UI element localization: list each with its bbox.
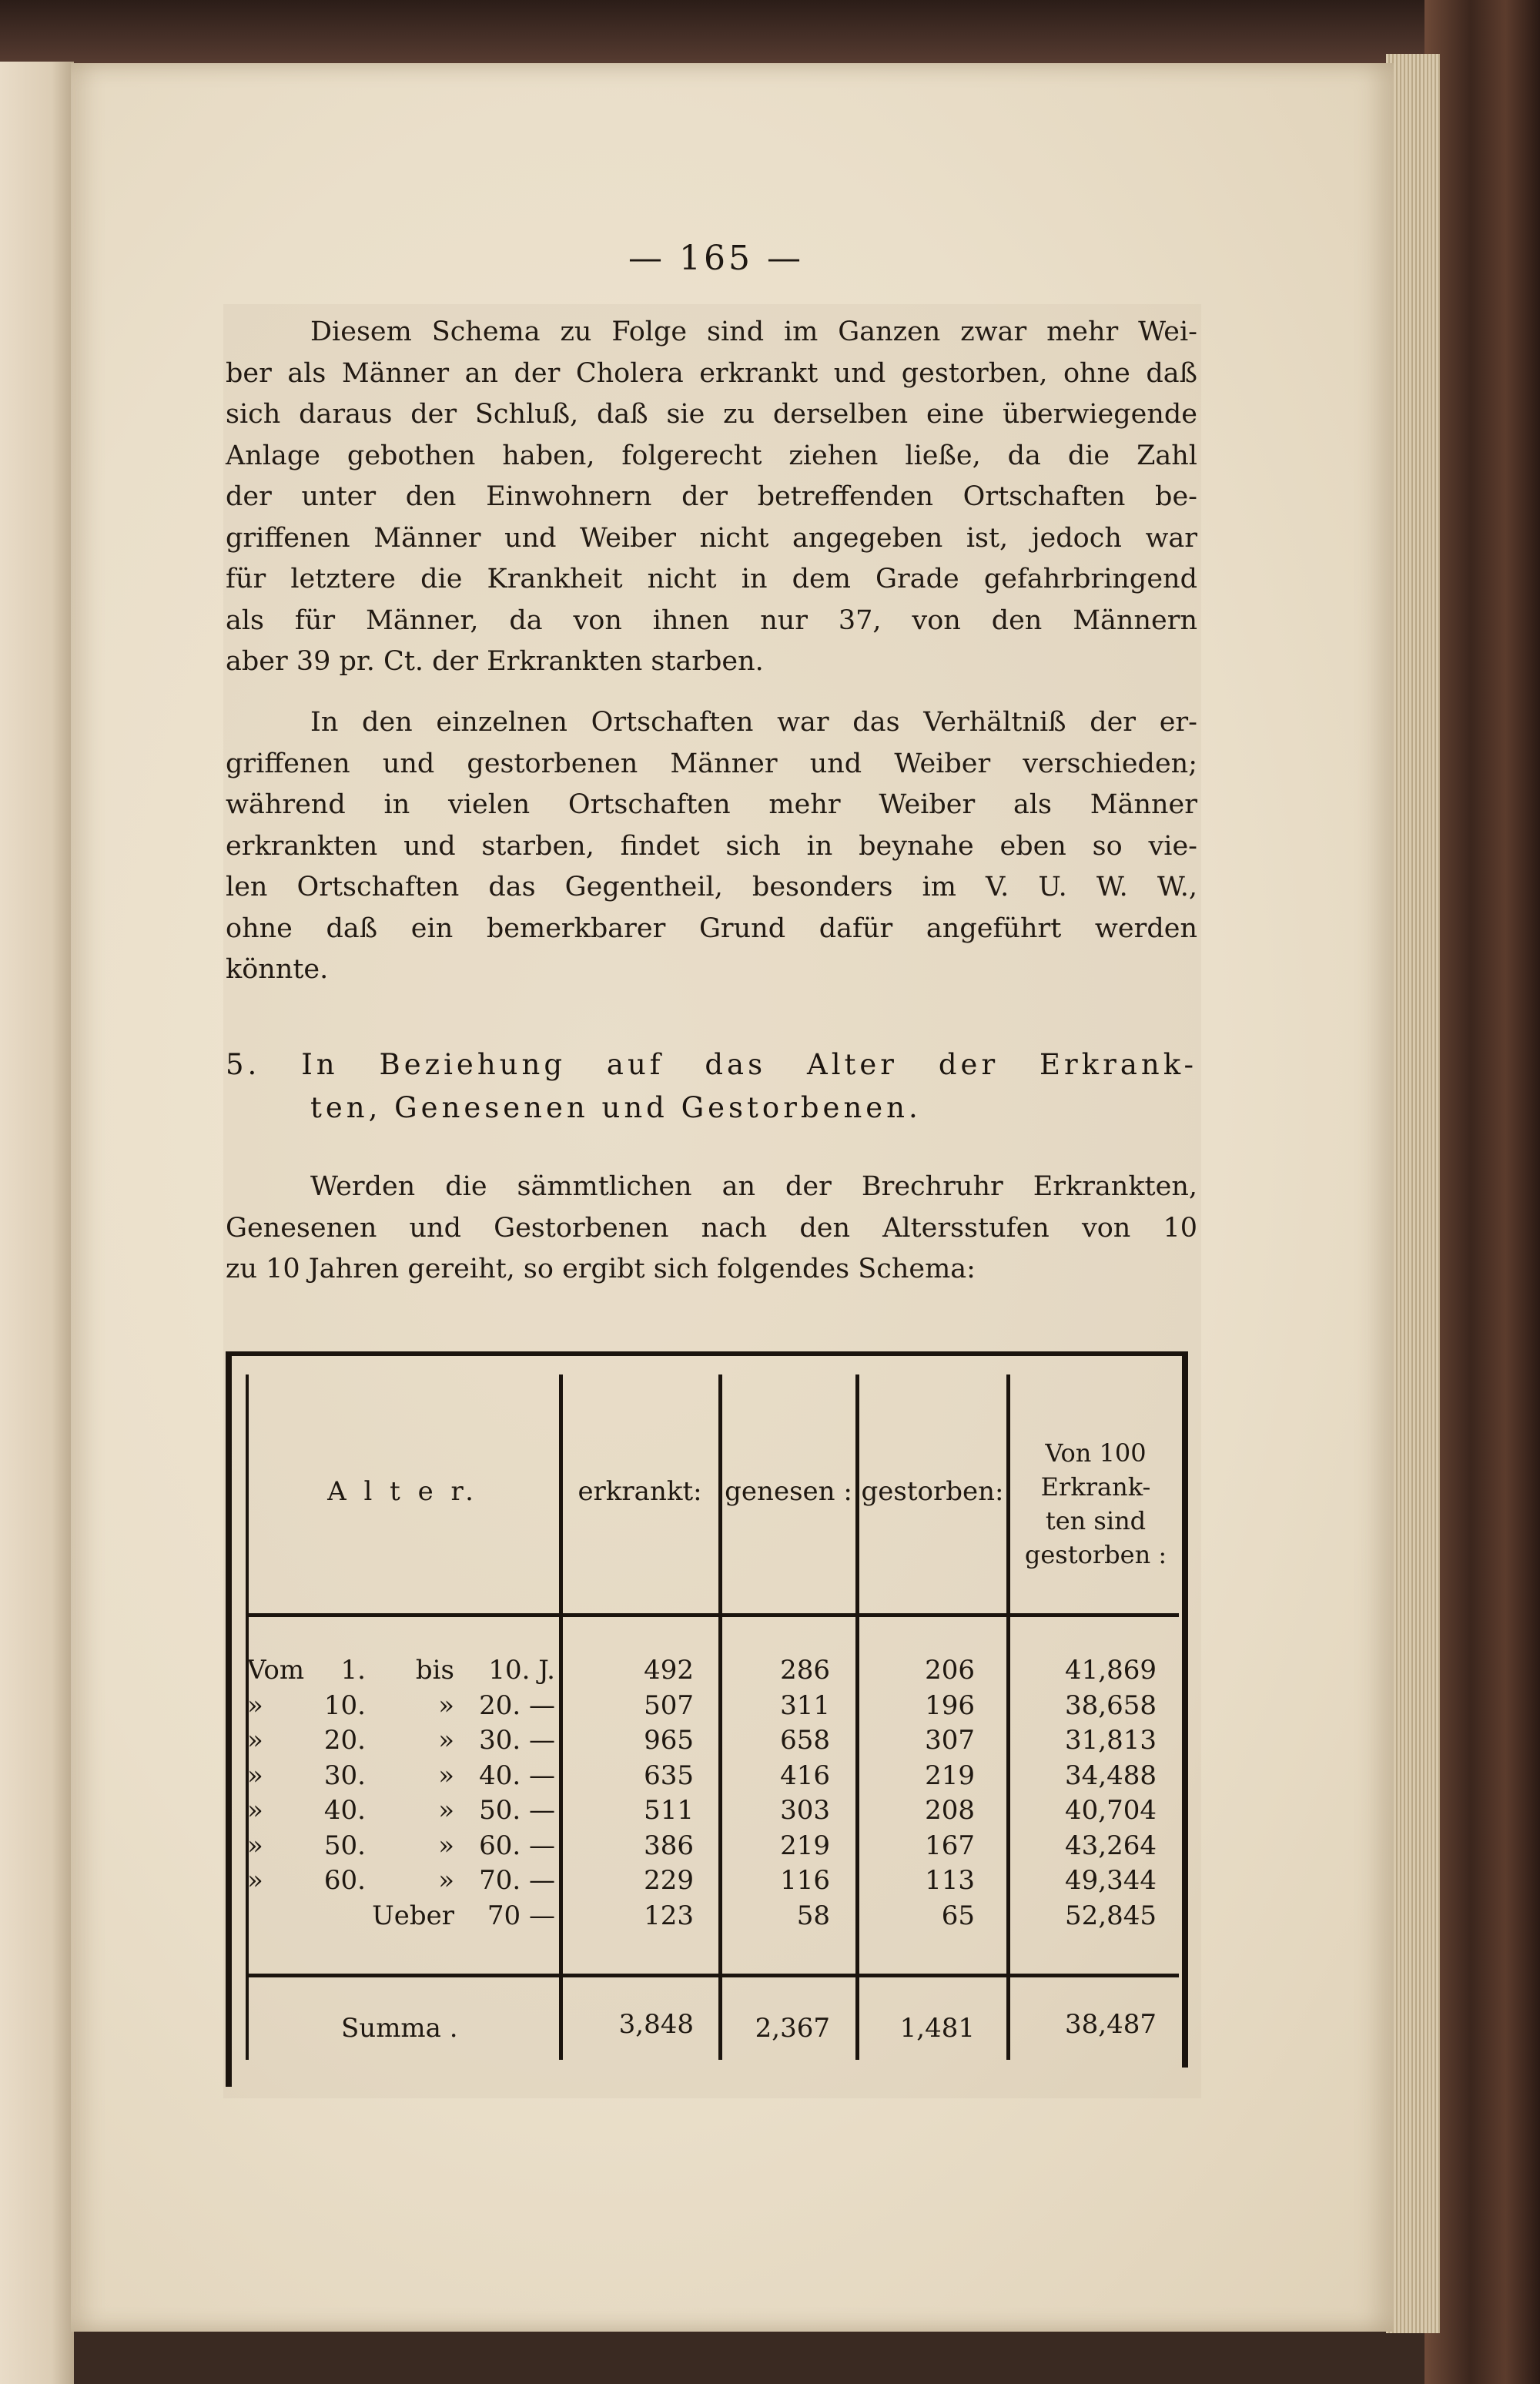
total-sick: 3,848 <box>618 2009 694 2040</box>
age-to: 70. — <box>479 1865 555 1896</box>
paragraph2-line: griffenen und gestorbenen Männer und Weiber verschieden; <box>226 748 1197 779</box>
age-prefix: » <box>247 1830 263 1861</box>
facing-page-edge <box>0 62 74 2384</box>
age-table <box>226 1351 1188 2087</box>
header-divider <box>249 1613 1179 1617</box>
age-from: 10. <box>323 1689 366 1721</box>
section-heading <box>226 1043 1197 1130</box>
total-pct: 38,487 <box>1065 2009 1157 2040</box>
header-pct-line-3: ten sind <box>1045 1506 1147 1535</box>
paragraph3-line: zu 10 Jahren gereiht, so ergibt sich folgendes Schema: <box>226 1254 976 1284</box>
age-prefix: » <box>247 1725 263 1756</box>
age-to: 10. J. <box>488 1655 555 1686</box>
value-recovered: 58 <box>796 1900 830 1931</box>
value-died: 196 <box>925 1689 975 1721</box>
value-recovered: 658 <box>780 1725 830 1756</box>
value-died: 307 <box>925 1725 975 1756</box>
paragraph1-line: Diesem Schema zu Folge sind im Ganzen zwar mehr Wei- <box>310 316 1197 347</box>
paragraph3-line: Genesenen und Gestorbenen nach den Altersstufen von 10 <box>226 1212 1197 1244</box>
header-died: gestorben: <box>861 1476 1004 1507</box>
value-died: 208 <box>925 1795 975 1826</box>
paragraph1-line: der unter den Einwohnern der betreffenden Ortschaften be- <box>226 481 1197 512</box>
paragraph-3 <box>226 1167 1197 1291</box>
paragraph3-line: Werden die sämmtlichen an der Brechruhr Erkrankten, <box>310 1171 1197 1202</box>
age-conj: » <box>438 1830 454 1861</box>
heading-line: ten, Genesenen und Gestorbenen. <box>310 1091 922 1124</box>
age-conj: » <box>438 1865 454 1896</box>
value-pct: 49,344 <box>1065 1865 1157 1896</box>
header-pct <box>1010 1436 1181 1572</box>
paragraph-2 <box>226 702 1197 991</box>
age-to: 30. — <box>479 1725 555 1756</box>
paragraph2-line: während in vielen Ortschaften mehr Weiber als Männer <box>226 789 1197 820</box>
value-pct: 38,658 <box>1065 1689 1157 1721</box>
value-recovered: 303 <box>780 1795 830 1826</box>
age-prefix: » <box>247 1689 263 1721</box>
book-cover-top <box>0 0 1540 69</box>
age-prefix: » <box>247 1795 263 1826</box>
header-pct-line-2: Erkrank- <box>1040 1472 1151 1502</box>
paragraph2-line: erkrankten und starben, findet sich in beynahe eben so vie- <box>226 830 1197 862</box>
value-recovered: 219 <box>780 1830 830 1861</box>
value-recovered: 416 <box>780 1760 830 1791</box>
total-label: Summa . <box>341 2013 458 2044</box>
header-age: A l t e r. <box>327 1476 478 1507</box>
value-sick: 511 <box>644 1795 694 1826</box>
age-from: 60. <box>323 1865 366 1896</box>
age-conj: bis <box>415 1655 454 1686</box>
value-sick: 229 <box>644 1865 694 1896</box>
value-sick: 492 <box>644 1655 694 1686</box>
value-recovered: 311 <box>780 1689 830 1721</box>
age-conj: » <box>438 1795 454 1826</box>
age-conj: Ueber <box>372 1900 454 1931</box>
value-pct: 31,813 <box>1065 1725 1157 1756</box>
total-divider <box>249 1974 1179 1977</box>
table-frame-right <box>1182 1351 1188 2068</box>
paragraph1-line: für letztere die Krankheit nicht in dem Grade gefahrbringend <box>226 564 1197 594</box>
value-died: 113 <box>925 1865 975 1896</box>
value-died: 206 <box>925 1655 975 1686</box>
value-sick: 507 <box>644 1689 694 1721</box>
age-to: 50. — <box>479 1795 555 1826</box>
paragraph1-line: Anlage gebothen haben, folgerecht ziehen ließe, da die Zahl <box>226 440 1197 471</box>
age-from: 40. <box>323 1795 366 1826</box>
table-frame-top <box>226 1351 1188 1356</box>
page-number: — 165 — <box>628 239 804 278</box>
header-recovered: genesen : <box>725 1476 852 1507</box>
header-pct-line-4: gestorben : <box>1024 1540 1167 1569</box>
total-recovered: 2,367 <box>755 2013 830 2044</box>
paragraph1-line: aber 39 pr. Ct. der Erkrankten starben. <box>226 646 764 677</box>
header-sick: erkrankt: <box>578 1476 702 1507</box>
value-sick: 123 <box>644 1900 694 1931</box>
age-from: 1. <box>340 1655 366 1686</box>
age-to: 70 — <box>487 1900 555 1931</box>
value-died: 219 <box>925 1760 975 1791</box>
paragraph-1 <box>226 312 1197 683</box>
total-died: 1,481 <box>899 2013 975 2044</box>
value-died: 167 <box>925 1830 975 1861</box>
paragraph1-line: sich daraus der Schluß, daß sie zu derselben eine überwiegende <box>226 399 1197 430</box>
age-to: 20. — <box>479 1689 555 1721</box>
value-pct: 43,264 <box>1065 1830 1157 1861</box>
age-from: 30. <box>323 1760 366 1791</box>
age-from: 50. <box>323 1830 366 1861</box>
page-stack-edges <box>1386 54 1440 2333</box>
value-recovered: 286 <box>780 1655 830 1686</box>
age-prefix: » <box>247 1760 263 1791</box>
paragraph2-line: könnte. <box>226 954 329 985</box>
heading-line: 5. In Beziehung auf das Alter der Erkrank- <box>226 1048 1197 1081</box>
age-conj: » <box>438 1760 454 1791</box>
value-pct: 41,869 <box>1065 1655 1157 1686</box>
book-cover-right <box>1424 0 1540 2384</box>
value-sick: 965 <box>644 1725 694 1756</box>
paragraph1-line: griffenen Männer und Weiber nicht angegeben ist, jedoch war <box>226 522 1197 554</box>
age-prefix: » <box>247 1865 263 1896</box>
value-recovered: 116 <box>780 1865 830 1896</box>
paragraph1-line: als für Männer, da von ihnen nur 37, von den Männern <box>226 604 1197 636</box>
age-prefix: Vom <box>247 1655 305 1686</box>
value-sick: 635 <box>644 1760 694 1791</box>
age-to: 40. — <box>479 1760 555 1791</box>
header-pct-line-1: Von 100 <box>1045 1438 1147 1468</box>
paragraph2-line: len Ortschaften das Gegentheil, besonders im V. U. W. W., <box>226 872 1197 902</box>
value-pct: 34,488 <box>1065 1760 1157 1791</box>
table-frame-left <box>226 1351 232 2087</box>
value-sick: 386 <box>644 1830 694 1861</box>
value-pct: 40,704 <box>1065 1795 1157 1826</box>
paragraph1-line: ber als Männer an der Cholera erkrankt und gestorben, ohne daß <box>226 357 1197 389</box>
value-died: 65 <box>941 1900 975 1931</box>
age-conj: » <box>438 1689 454 1721</box>
age-to: 60. — <box>479 1830 555 1861</box>
age-conj: » <box>438 1725 454 1756</box>
age-from: 20. <box>323 1725 366 1756</box>
value-pct: 52,845 <box>1065 1900 1157 1931</box>
paragraph2-line: ohne daß ein bemerkbarer Grund dafür angeführt werden <box>226 912 1197 944</box>
paragraph2-line: In den einzelnen Ortschaften war das Verhältniß der er- <box>310 707 1197 738</box>
